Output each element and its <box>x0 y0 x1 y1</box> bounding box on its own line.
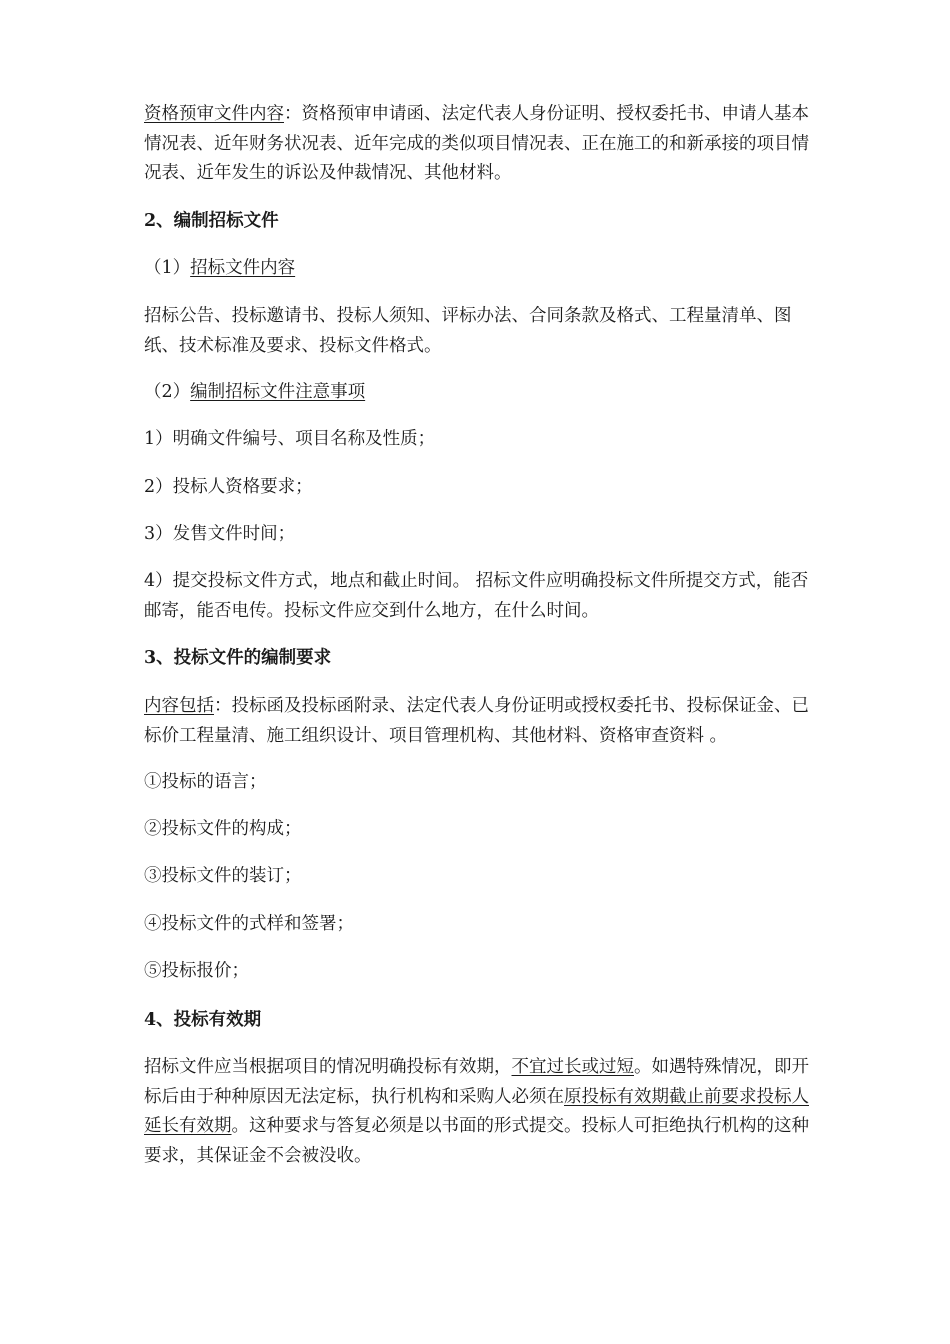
paragraph-text: ：投标函及投标函附录、法定代表人身份证明或授权委托书、投标保证金、已标价工程量清、施工组织设计、项目管理机构、其他材料、资格审查资料 。 <box>144 696 809 746</box>
list-item: ①投标的语言； <box>144 772 267 792</box>
paragraph-tender-contents: 招标公告、投标邀请书、投标人须知、评标办法、合同条款及格式、工程量清单、图纸、技术标准及要求、投标文件格式。 <box>144 306 792 356</box>
list-item: 3）发售文件时间； <box>144 524 296 544</box>
list-item: ④投标文件的式样和签署； <box>144 914 354 934</box>
list-item: 2）投标人资格要求； <box>144 477 313 497</box>
subheading-number: （2） <box>144 382 191 402</box>
subheading-number: （1） <box>144 258 191 278</box>
paragraph-bid-contents <box>144 692 812 751</box>
paragraph-prequalification-contents <box>144 100 812 189</box>
underlined-lead: 内容包括 <box>144 696 214 716</box>
paragraph-text: 招标文件应当根据项目的情况明确投标有效期， <box>144 1057 512 1077</box>
paragraph-text: 。这种要求与答复必须是以书面的形式提交。投标人可拒绝执行机构的这种要求，其保证金不会被没收。 <box>144 1116 809 1166</box>
list-item: ②投标文件的构成； <box>144 819 302 839</box>
list-item: 4）提交投标文件方式，地点和截止时间。 招标文件应明确投标文件所提交方式，能否邮寄，能否电传。投标文件应交到什么地方，在什么时间。 <box>144 571 809 621</box>
underlined-phrase: 不宜过长或过短 <box>511 1057 634 1077</box>
list-item: 1）明确文件编号、项目名称及性质； <box>144 429 436 449</box>
section-heading-3: 3、投标文件的编制要求 <box>144 648 332 668</box>
subheading-title: 招标文件内容 <box>190 258 296 278</box>
section-heading-4: 4、投标有效期 <box>144 1010 262 1030</box>
subheading-1 <box>144 254 812 284</box>
paragraph-text: 。如遇特殊情况，即开标后由于种种原因无法定标，执行机构和采购人必须在 <box>144 1057 809 1107</box>
paragraph-text: ：资格预审申请函、法定代表人身份证明、授权委托书、申请人基本情况表、近年财务状况表、近年完成的类似项目情况表、正在施工的和新承接的项目情况表、近年发生的诉讼及仲裁情况、其他材料。 <box>144 104 809 183</box>
paragraph-bid-validity <box>144 1053 812 1171</box>
list-item: ⑤投标报价； <box>144 961 249 981</box>
subheading-2 <box>144 378 812 408</box>
subheading-title: 编制招标文件注意事项 <box>190 382 366 402</box>
underlined-lead: 资格预审文件内容 <box>144 104 284 124</box>
section-heading-2: 2、编制招标文件 <box>144 211 279 231</box>
underlined-phrase: 原投标有效期截止前要求投标人延长有效期 <box>144 1086 809 1136</box>
list-item: ③投标文件的装订； <box>144 866 302 886</box>
